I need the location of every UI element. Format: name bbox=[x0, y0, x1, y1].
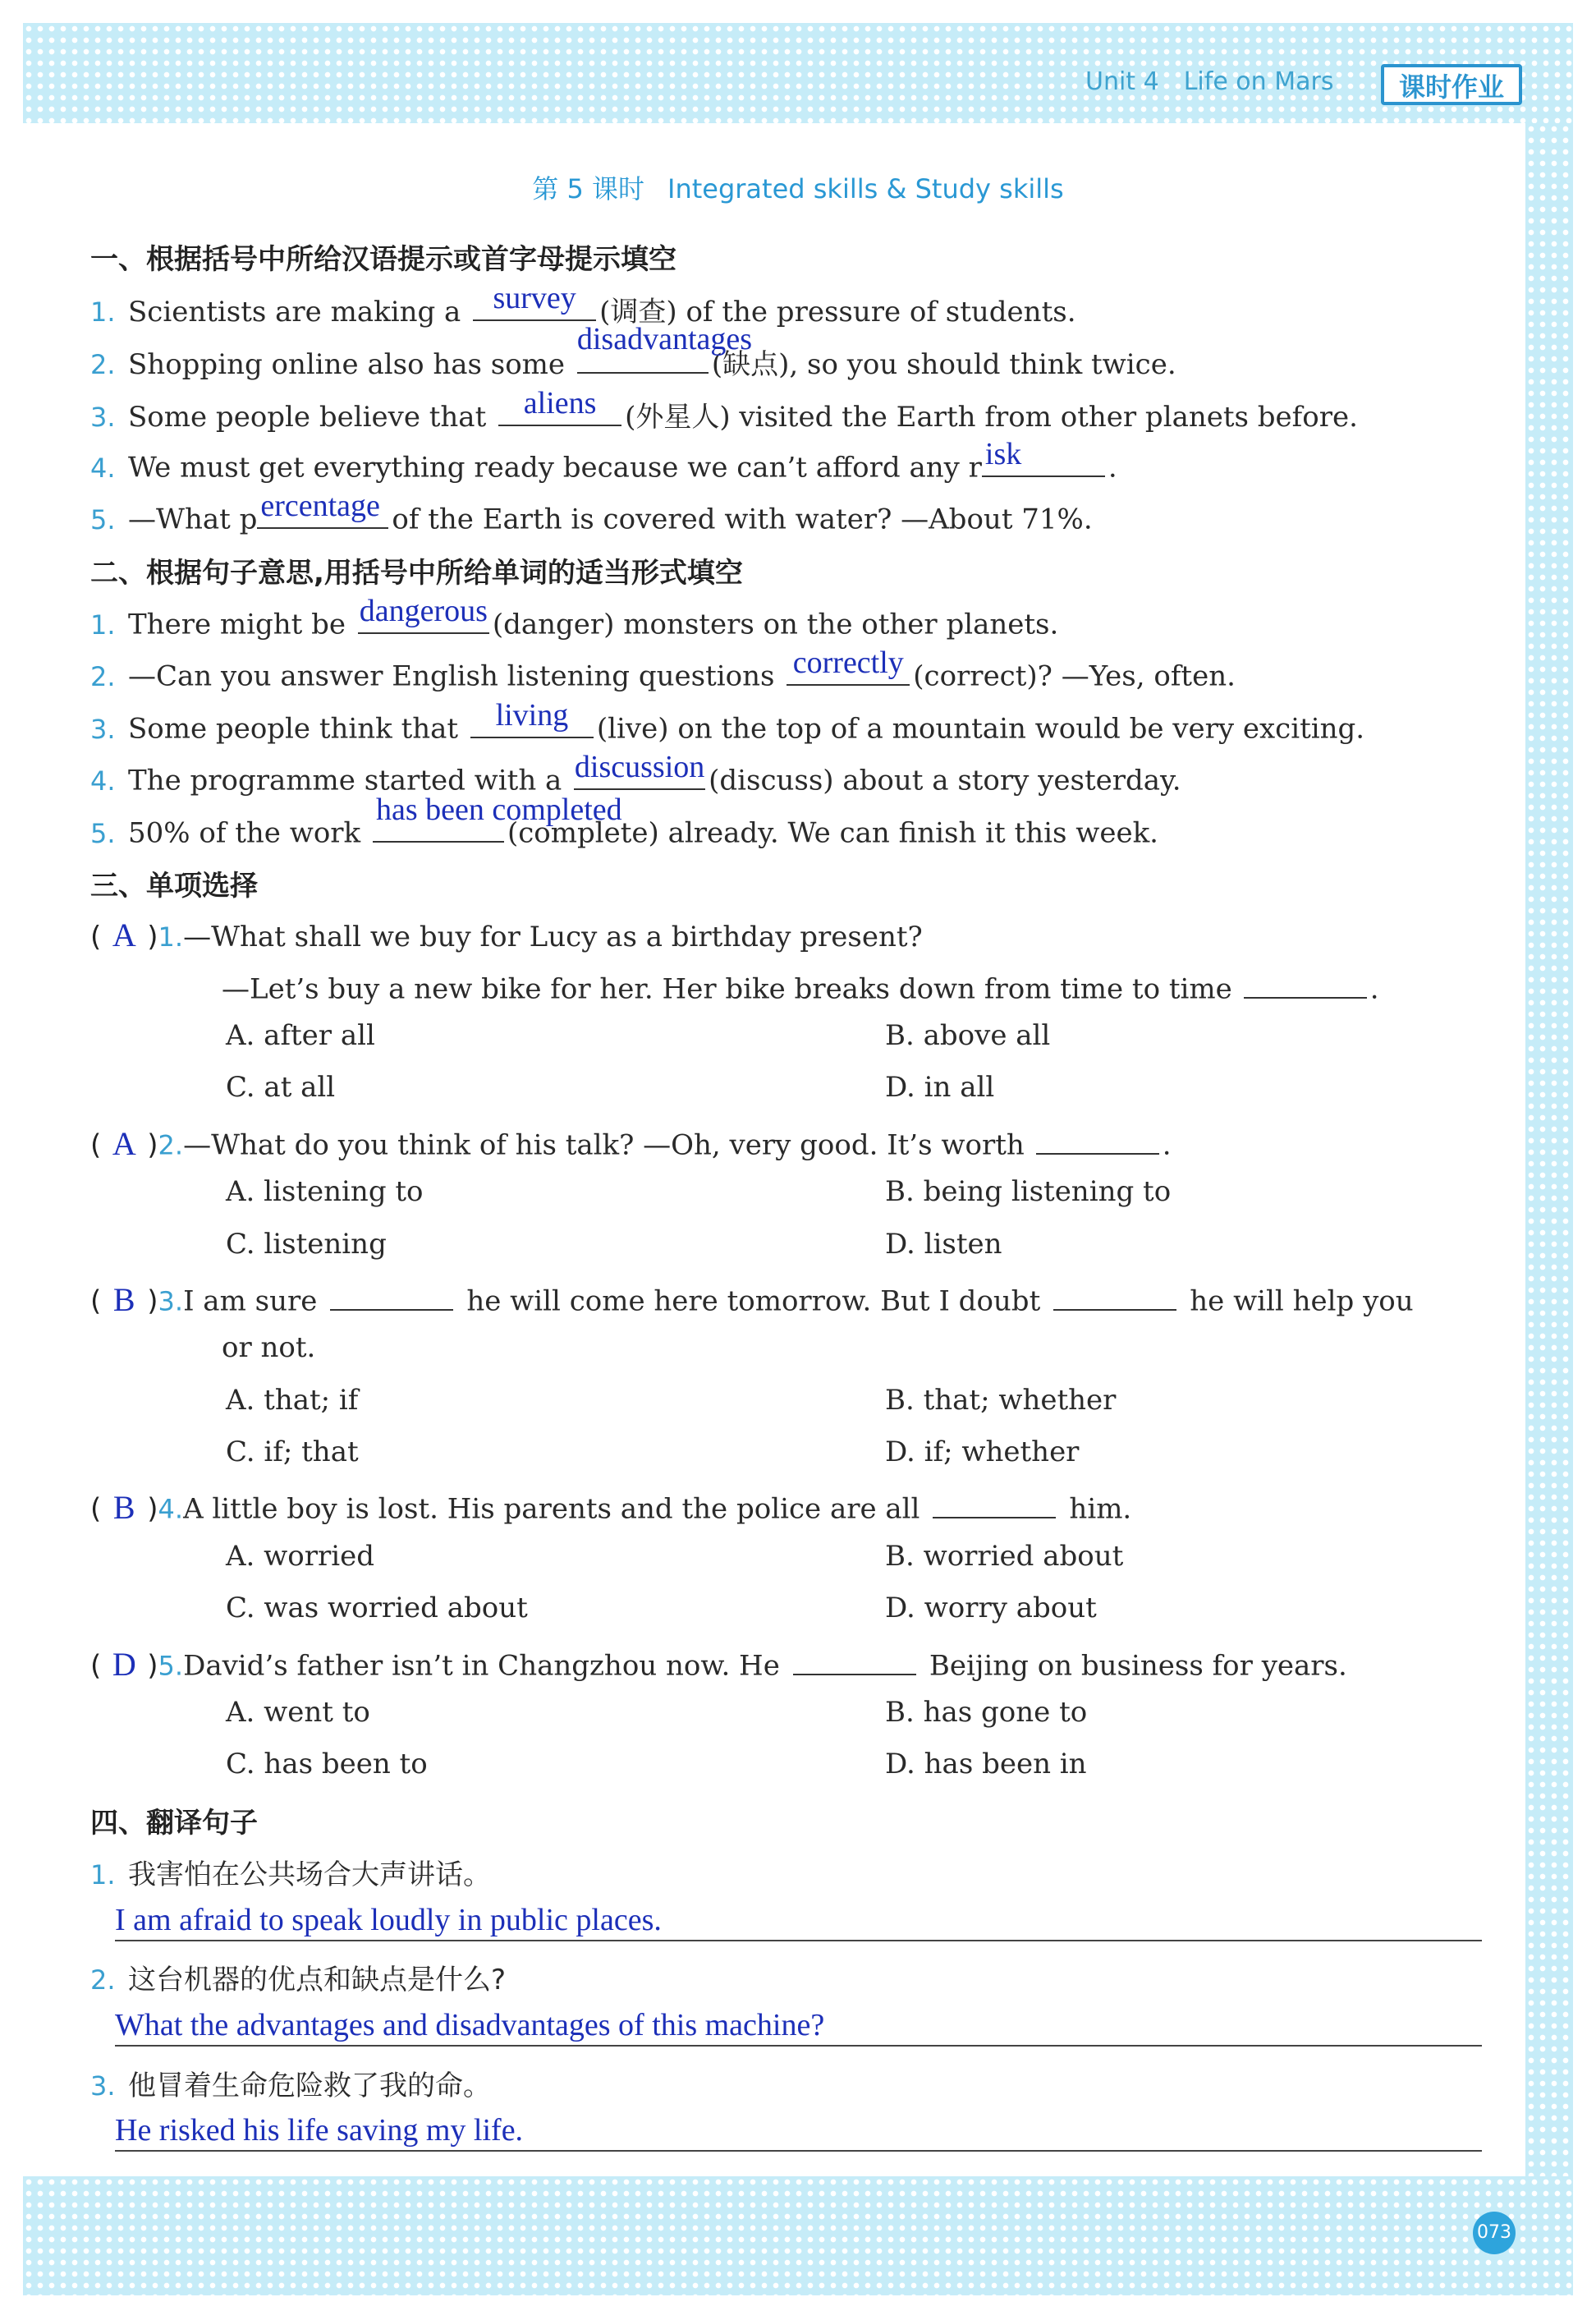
section-heading: 三、单项选择 bbox=[90, 870, 258, 903]
list-item: 4. The programme started with a discussion (discuss) about a story yesterday. bbox=[90, 749, 1181, 797]
right-dotted-border bbox=[1525, 123, 1573, 2176]
chosen-answer: A bbox=[112, 1124, 136, 1162]
mc-question-line: or not. bbox=[222, 1331, 316, 1364]
mc-question-line: —Let’s buy a new bike for her. Her bike breaks down from time to time . bbox=[222, 967, 1379, 1006]
bottom-dotted-border bbox=[23, 2176, 1573, 2295]
option: A. after all bbox=[226, 1019, 375, 1052]
answer-blank bbox=[1053, 1279, 1176, 1311]
lesson-topic: Integrated skills & Study skills bbox=[667, 173, 1064, 204]
option: D. worry about bbox=[885, 1592, 1097, 1624]
mc-question: ( B )4.A little boy is lost. His parents and the police are all him. bbox=[90, 1488, 1132, 1526]
unit-title: Life on Mars bbox=[1183, 67, 1334, 96]
option: B. has gone to bbox=[885, 1696, 1088, 1729]
answer-blank: discussion bbox=[574, 759, 705, 790]
unit-label: Unit 4 bbox=[1085, 67, 1159, 96]
translation-prompt: 1. 我害怕在公共场合大声讲话。 bbox=[90, 1858, 491, 1891]
answer-blank: ercentage bbox=[257, 498, 388, 529]
option: D. if; whether bbox=[885, 1436, 1080, 1468]
list-item: 1. There might be dangerous (danger) monsters on the other planets. bbox=[90, 593, 1059, 641]
option: A. worried bbox=[226, 1540, 375, 1573]
lesson-title bbox=[0, 168, 1596, 206]
chosen-answer: B bbox=[112, 1488, 135, 1526]
answer-blank: correctly bbox=[787, 655, 910, 686]
option: C. was worried about bbox=[226, 1592, 528, 1624]
translation-prompt: 3. 他冒着生命危险救了我的命。 bbox=[90, 2070, 491, 2102]
answer-blank bbox=[933, 1487, 1056, 1518]
translation-answer: What the advantages and disadvantages of this machine? bbox=[115, 2007, 1482, 2047]
option: C. if; that bbox=[226, 1436, 359, 1468]
brand-logo: 课时作业 bbox=[1381, 64, 1522, 105]
list-item: 5. —What p ercentage of the Earth is covered with water? —About 71%. bbox=[90, 488, 1093, 536]
list-item: 3. Some people think that living (live) on the top of a mountain would be very exciting. bbox=[90, 697, 1365, 746]
answer-blank bbox=[793, 1644, 916, 1675]
lesson-label: 第 5 课时 bbox=[532, 173, 644, 204]
page-number: 073 bbox=[1473, 2212, 1516, 2254]
mc-question: ( B )3.I am sure he will come here tomorrow. But I doubt he will help you bbox=[90, 1280, 1414, 1318]
answer-blank bbox=[330, 1279, 453, 1311]
answer-blank: living bbox=[470, 707, 594, 738]
chosen-answer: B bbox=[112, 1280, 135, 1318]
top-dotted-border bbox=[23, 23, 1573, 123]
option: A. listening to bbox=[226, 1175, 424, 1208]
answer-blank: isk bbox=[982, 446, 1105, 477]
mc-question: ( D )5.David’s father isn’t in Changzhou now. He Beijing on business for years. bbox=[90, 1645, 1347, 1683]
option: B. worried about bbox=[885, 1540, 1124, 1573]
list-item: 1. Scientists are making a survey (调查) of the pressure of students. bbox=[90, 281, 1076, 328]
mc-question: ( A )2.—What do you think of his talk? —Oh, very good. It’s worth . bbox=[90, 1124, 1172, 1162]
list-item: 5. 50% of the work has been completed (complete) already. We can finish it this week. bbox=[90, 792, 1158, 850]
answer-blank: survey bbox=[473, 290, 596, 321]
option: B. that; whether bbox=[885, 1384, 1117, 1417]
translation-answer: I am afraid to speak loudly in public places. bbox=[115, 1902, 1482, 1941]
option: A. went to bbox=[226, 1696, 370, 1729]
answer-blank: dangerous bbox=[358, 603, 489, 634]
translation-answer: He risked his life saving my life. bbox=[115, 2112, 1482, 2152]
option: A. that; if bbox=[226, 1384, 359, 1417]
unit-header bbox=[1085, 67, 1333, 96]
list-item: 4. We must get everything ready because we can’t afford any r isk . bbox=[90, 436, 1117, 485]
translation-prompt: 2. 这台机器的优点和缺点是什么? bbox=[90, 1964, 507, 1996]
option: D. listen bbox=[885, 1228, 1002, 1261]
answer-blank bbox=[1036, 1123, 1159, 1155]
chosen-answer: D bbox=[112, 1645, 136, 1683]
option: B. being listening to bbox=[885, 1175, 1172, 1208]
list-item: 3. Some people believe that aliens (外星人) visited the Earth from other planets before. bbox=[90, 386, 1358, 434]
mc-question: ( A )1.—What shall we buy for Lucy as a birthday present? bbox=[90, 917, 923, 953]
answer-blank: has been completed bbox=[373, 811, 504, 843]
option: C. at all bbox=[226, 1071, 336, 1104]
option: D. has been in bbox=[885, 1748, 1087, 1780]
chosen-answer: A bbox=[112, 917, 136, 953]
answer-blank bbox=[1244, 967, 1367, 999]
answer-blank: disadvantages bbox=[577, 342, 709, 374]
answer-blank: aliens bbox=[498, 395, 621, 426]
list-item: 2. —Can you answer English listening questions correctly (correct)? —Yes, often. bbox=[90, 645, 1236, 693]
option: B. above all bbox=[885, 1019, 1051, 1052]
option: D. in all bbox=[885, 1071, 995, 1104]
list-item: 2. Shopping online also has some disadvantages (缺点), so you should think twice. bbox=[90, 322, 1176, 381]
section-heading: 一、根据括号中所给汉语提示或首字母提示填空 bbox=[90, 243, 676, 276]
section-heading: 二、根据句子意思,用括号中所给单词的适当形式填空 bbox=[90, 557, 743, 590]
option: C. listening bbox=[226, 1228, 387, 1261]
option: C. has been to bbox=[226, 1748, 428, 1780]
section-heading: 四、翻译句子 bbox=[90, 1807, 258, 1840]
